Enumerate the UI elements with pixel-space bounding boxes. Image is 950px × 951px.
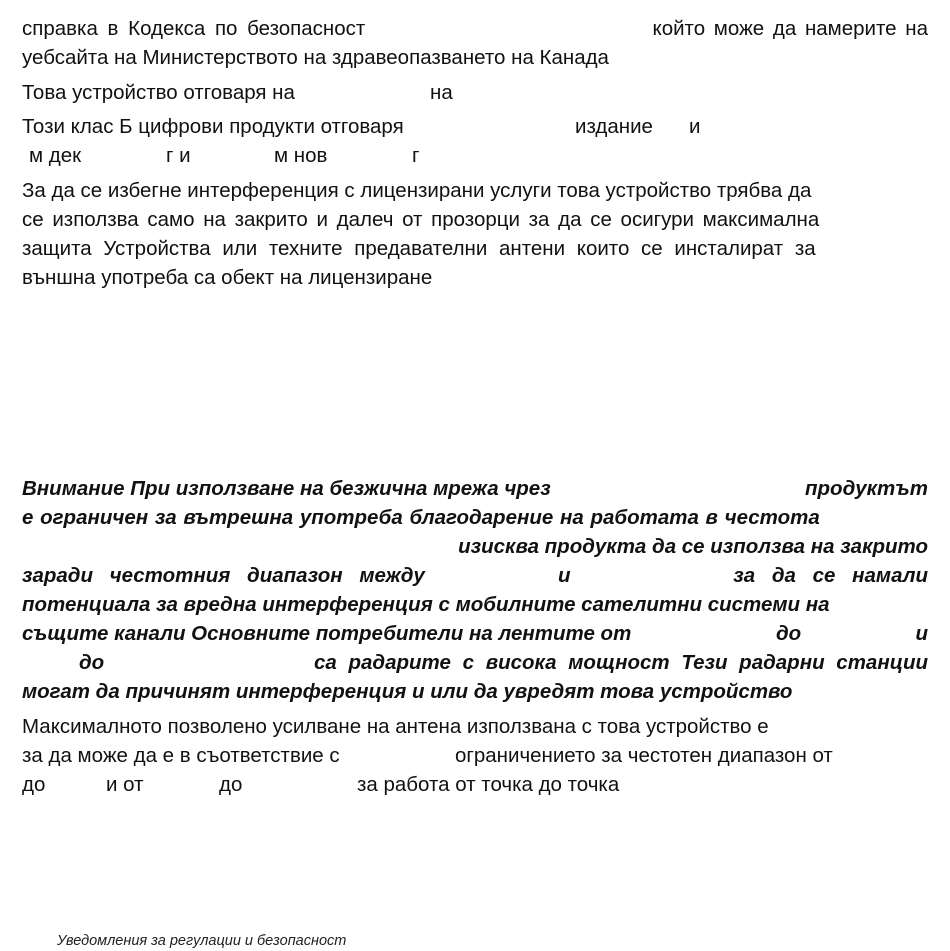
text-fragment: същите канали Основните потребители на лентите от	[22, 622, 632, 645]
paragraph-antenna-gain-line-2	[22, 741, 928, 770]
text-fragment: г и	[166, 144, 191, 167]
text-fragment: г	[412, 144, 420, 167]
text-fragment: издание	[575, 115, 653, 138]
text-fragment: потенциала за вредна интерференция с мобилните сателитни системи на	[22, 593, 830, 616]
text-fragment: Максималното позволено усилване на антена използвана с това устройство е	[22, 715, 769, 738]
text-fragment: продуктът	[805, 477, 928, 500]
text-fragment: е ограничен за вътрешна употреба благодарение на работата в честота	[22, 506, 820, 529]
text-fragment: до	[79, 651, 105, 674]
document-body	[22, 14, 928, 799]
text-fragment: който може да намерите на	[652, 17, 928, 40]
text-fragment: до	[22, 773, 46, 796]
text-fragment: на	[430, 81, 453, 104]
text-fragment: м нов	[274, 144, 328, 167]
paragraph-interference-line-1	[22, 176, 928, 205]
text-fragment: за да се намали	[733, 564, 928, 587]
text-fragment: са радарите с висока мощност Тези радарни станции	[314, 651, 928, 674]
text-fragment: Този клас Б цифрови продукти отговаря	[22, 115, 404, 138]
text-fragment: справка в Кодекса по безопасност	[22, 17, 366, 40]
text-fragment: уебсайта на Министерството на здравеопазването на Канада	[22, 46, 609, 69]
text-fragment: Това устройство отговаря на	[22, 81, 295, 104]
caution-line-1	[22, 474, 928, 503]
text-fragment: защита Устройства или техните предавателни антени които се инсталират за	[22, 237, 816, 260]
text-fragment: се използва само на закрито и далеч от прозорци за да се осигури максимална	[22, 208, 820, 231]
text-fragment: и	[915, 622, 928, 645]
caution-line-8	[22, 677, 928, 706]
paragraph-health-canada-line-1	[22, 14, 928, 43]
paragraph-interference-line-3	[22, 234, 928, 263]
paragraph-class-b-line-1	[22, 112, 928, 141]
caution-heading: Внимание При използване на безжична мрежа чрез	[22, 477, 551, 500]
text-fragment: За да се избегне интерференция с лицензирани услуги това устройство трябва да	[22, 179, 812, 202]
text-fragment: до	[776, 622, 802, 645]
text-fragment: и от	[106, 773, 144, 796]
text-fragment: външна употреба са обект на лицензиране	[22, 266, 433, 289]
paragraph-class-b-line-2	[22, 141, 928, 170]
text-fragment: и	[558, 564, 571, 587]
paragraph-antenna-gain-line-3	[22, 770, 928, 799]
caution-line-2	[22, 503, 928, 532]
text-fragment: за да може да е в съответствие с	[22, 744, 340, 767]
paragraph-interference-line-4	[22, 263, 928, 292]
paragraph-interference-line-2	[22, 205, 928, 234]
paragraph-health-canada-line-2	[22, 43, 928, 72]
text-fragment: заради честотния диапазон между	[22, 564, 425, 587]
text-fragment: могат да причинят интерференция и или да увредят това устройство	[22, 680, 793, 703]
caution-line-7	[22, 648, 928, 677]
text-fragment: ограничението за честотен диапазон от	[455, 744, 833, 767]
paragraph-compliance-line-1	[22, 78, 928, 107]
text-fragment: до	[219, 773, 243, 796]
text-fragment: м дек	[29, 144, 82, 167]
text-fragment: изисква продукта да се използва на закрито	[458, 535, 928, 558]
caution-line-6	[22, 619, 928, 648]
caution-line-4	[22, 561, 928, 590]
caution-line-5	[22, 590, 928, 619]
caution-line-3	[22, 532, 928, 561]
paragraph-antenna-gain-line-1	[22, 712, 928, 741]
page-footer: Уведомления за регулации и безопасност	[57, 933, 347, 949]
text-fragment: за работа от точка до точка	[357, 773, 620, 796]
text-fragment: и	[689, 115, 701, 138]
